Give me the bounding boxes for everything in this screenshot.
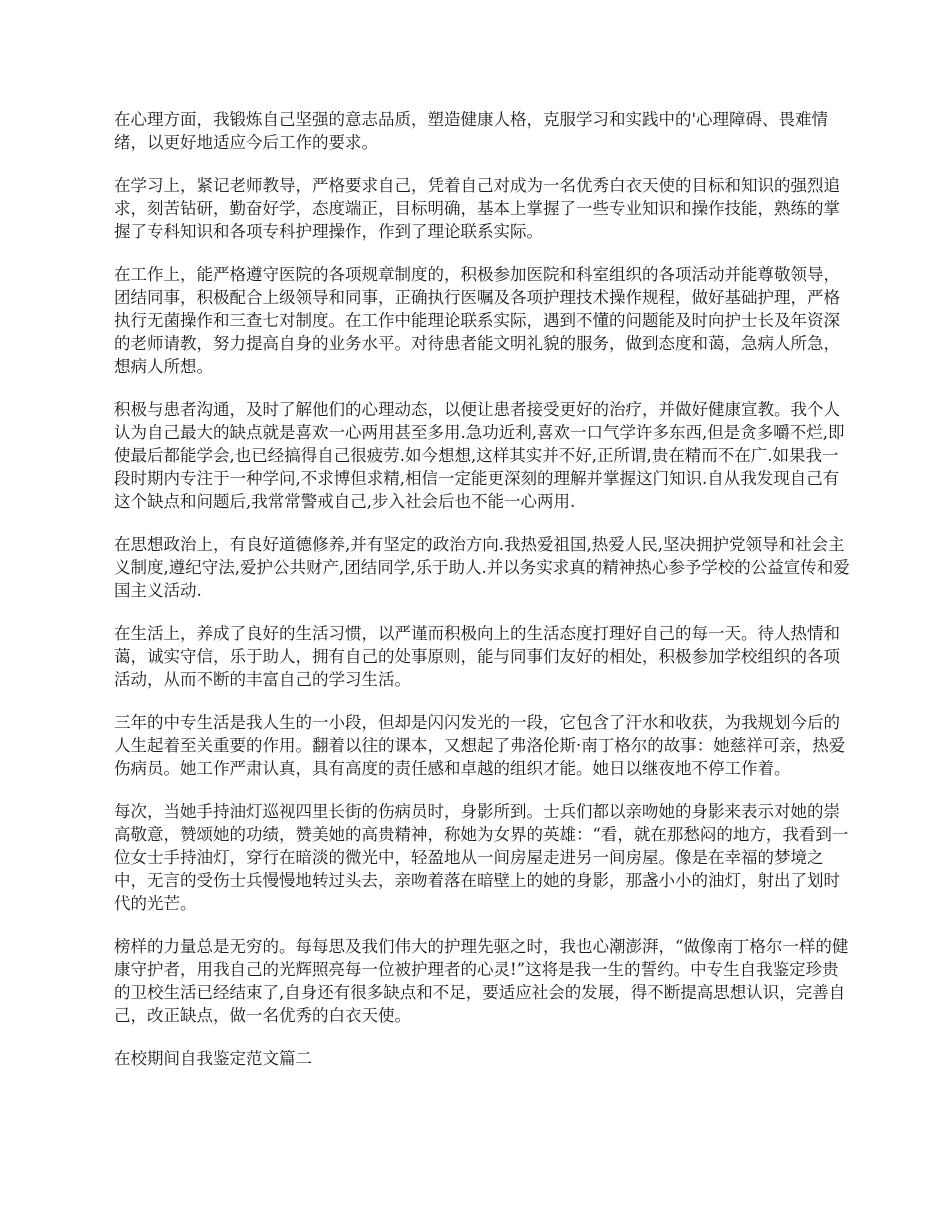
paragraph-politics: 在思想政治上，有良好道德修养,并有坚定的政治方向.我热爱祖国,热爱人民,坚决拥护党领导和社会主义制度,遵纪守法,爱护公共财产,团结同学,乐于助人.并以务实求真的精神热心参予学校的公益宣传和爱国主义活动.	[114, 535, 850, 600]
paragraph-communication: 积极与患者沟通，及时了解他们的心理动态，以便让患者接受更好的治疗，并做好健康宣教。我个人认为自己最大的缺点就是喜欢一心两用甚至多用.急功近利,喜欢一口气学许多东西,但是贪多嚼不烂,即使最后都能学会,也已经搞得自己很疲劳.如今想想,这样其实并不好,正所谓,贵在精而不在广.如果我一段时期内专注于一种学问,不求博但求精,相信一定能更深刻的理解并掌握这门知识.自从我发现自己有这个缺点和问题后,我常常警戒自己,步入社会后也不能一心两用.	[114, 400, 845, 511]
paragraph-nightingale-story: 三年的中专生活是我人生的一小段，但却是闪闪发光的一段，它包含了汗水和收获，为我规划今后的人生起着至关重要的作用。翻着以往的课本，又想起了弗洛伦斯·南丁格尔的故事：她慈祥可亲，热爱伤病员。她工作严肃认真，具有高度的责任感和卓越的组织才能。她日以继夜地不停工作着。	[114, 713, 846, 778]
paragraph-study: 在学习上，紧记老师教导，严格要求自己，凭着自己对成为一名优秀白衣天使的目标和知识的强烈追求，刻苦钻研，勤奋好学，态度端正，目标明确，基本上掌握了一些专业知识和操作技能，熟练的掌握了专科知识和各项专科护理操作，作到了理论联系实际。	[114, 176, 840, 241]
paragraph-lamp-scene: 每次，当她手持油灯巡视四里长街的伤病员时，身影所到。士兵们都以亲吻她的身影来表示对她的崇高敬意，赞颂她的功绩，赞美她的高贵精神，称她为女界的英雄：“看，就在那愁闷的地方，我看到一位女士手持油灯，穿行在暗淡的微光中，轻盈地从一间房屋走进另一间房屋。像是在幸福的梦境之中，无言的受伤士兵慢慢地转过头去，亲吻着落在暗壁上的她的身影，那盏小小的油灯，射出了划时代的光芒。	[114, 802, 849, 913]
paragraph-psychology: 在心理方面，我锻炼自己坚强的意志品质，塑造健康人格，克服学习和实践中的'心理障碍、畏难情绪，以更好地适应今后工作的要求。	[114, 110, 829, 152]
closing-heading: 在校期间自我鉴定范文篇二	[114, 1049, 312, 1068]
paragraph-role-model: 榜样的力量总是无穷的。每每思及我们伟大的护理先驱之时，我也心潮澎湃，“做像南丁格尔一样的健康守护者，用我自己的光辉照亮每一位被护理者的心灵!”这将是我一生的誓约。中专生自我鉴定珍贵的卫校生活已经结束了,自身还有很多缺点和不足，要适应社会的发展，得不断提高思想认识，完善自己，改正缺点，做一名优秀的白衣天使。	[114, 937, 849, 1025]
document-body	[114, 108, 850, 1070]
paragraph-work: 在工作上，能严格遵守医院的各项规章制度的，积极参加医院和科室组织的各项活动并能尊敬领导，团结同事，积极配合上级领导和同事，正确执行医嘱及各项护理技术操作规程，做好基础护理，严格执行无菌操作和三查七对制度。在工作中能理论联系实际，遇到不懂的问题能及时向护士长及年资深的老师请教，努力提高自身的业务水平。对待患者能文明礼貌的服务，做到态度和蔼，急病人所急，想病人所想。	[114, 265, 840, 376]
paragraph-life: 在生活上，养成了良好的生活习惯，以严谨而积极向上的生活态度打理好自己的每一天。待人热情和蔼，诚实守信，乐于助人，拥有自己的处事原则，能与同事们友好的相处，积极参加学校组织的各项活动，从而不断的丰富自己的学习生活。	[114, 624, 840, 689]
